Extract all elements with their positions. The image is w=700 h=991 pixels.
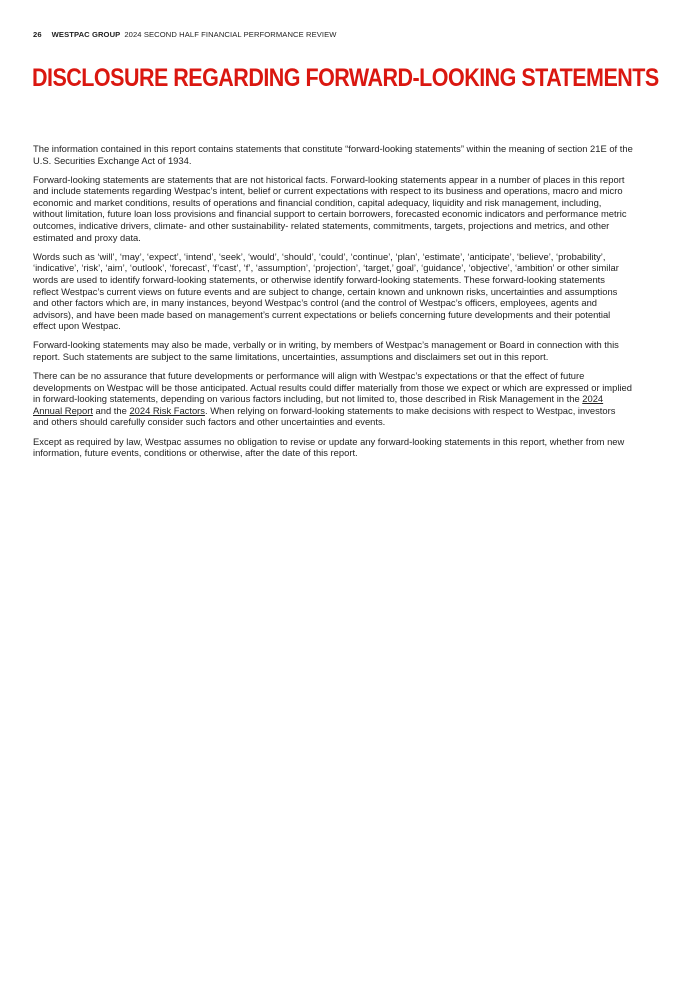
brand-name: WESTPAC GROUP [51, 30, 121, 39]
paragraph-text: and the [92, 404, 130, 416]
document-subtitle: 2024 SECOND HALF FINANCIAL PERFORMANCE REVIEW [124, 30, 337, 39]
annual-report-link[interactable]: 2024 Annual Report [33, 393, 604, 416]
paragraph-text: There can be no assurance that future developments or performance will align with Westpac’s expectations or that the effect of future developments on Westpac will be those anticipated. Actual results could differ materially from those we expect or which are expressed or implied in forward-looking statements, depending on various factors including, but not limited to, those described in Risk Management in the [33, 370, 632, 405]
body-text [33, 143, 633, 466]
paragraph-no-assurance [33, 370, 633, 428]
paragraph-intro: The information contained in this report contains statements that constitute “forward-looking statements” within the meaning of section 21E of the U.S. Securities Exchange Act of 1934. [33, 143, 633, 166]
page-header [33, 30, 337, 39]
paragraph-text: . When relying on forward-looking statements to make decisions with respect to Westpac, investors and others should carefully consider such factors and other uncertainties and events. [33, 404, 616, 428]
risk-factors-link[interactable]: 2024 Risk Factors [129, 404, 205, 416]
paragraph-verbal-statements: Forward-looking statements may also be made, verbally or in writing, by members of Westpac’s management or Board in connection with this report. Such statements are subject to the same limitations, uncertainties, assumptions and disclaimers set out in this report. [33, 339, 619, 362]
paragraph-keywords: Words such as ‘will’, ‘may’, ‘expect’, ‘intend’, ‘seek’, ‘would’, ‘should’, ‘could’, ‘continue’, ‘plan’, ‘estimate’, ‘anticipate’, ‘believe’, ‘probability’, ‘indicative’, ‘risk’, ‘aim’, ‘outlook’, ‘forecast’, ‘f’cast’, ‘f’, ‘assumption’, ‘projection’, ‘target,’ goal’, ‘guidance’, ‘objective’, ‘ambition’ or other similar words are used to identify forward-looking statements, or otherwise identify forward-looking statements. These forward-looking statements reflect Westpac’s current views on future events and are subject to change, certain known and unknown risks, uncertainties and assumptions and other factors which are, in many instances, beyond Westpac’s control (and the control of Westpac’s officers, employees, agents and advisors), and have been made based on management’s current expectations or beliefs concerning future developments and their potential effect upon Westpac. [33, 250, 619, 332]
page-number: 26 [33, 30, 42, 39]
paragraph-definition: Forward-looking statements are statements that are not historical facts. Forward-looking statements appear in a number of places in this report and include statements regarding Westpac’s intent, belief or current expectations with respect to its business and operations, macro and micro economic and market conditions, results of operations and financial condition, capital adequacy, liquidity and risk management, including, without limitation, future loan loss provisions and financial support to certain borrowers, forecasted economic indicators and performance metric outcomes, indicative drivers, climate- and other sustainability- related statements, commitments, targets, projections and metrics, and other estimated and proxy data. [33, 173, 627, 243]
page-title: DISCLOSURE REGARDING FORWARD-LOOKING STATEMENTS [32, 64, 659, 92]
paragraph-no-obligation: Except as required by law, Westpac assumes no obligation to revise or update any forward-looking statements in this report, whether from new information, future events, conditions or otherwise, after the date of this report. [33, 435, 625, 459]
